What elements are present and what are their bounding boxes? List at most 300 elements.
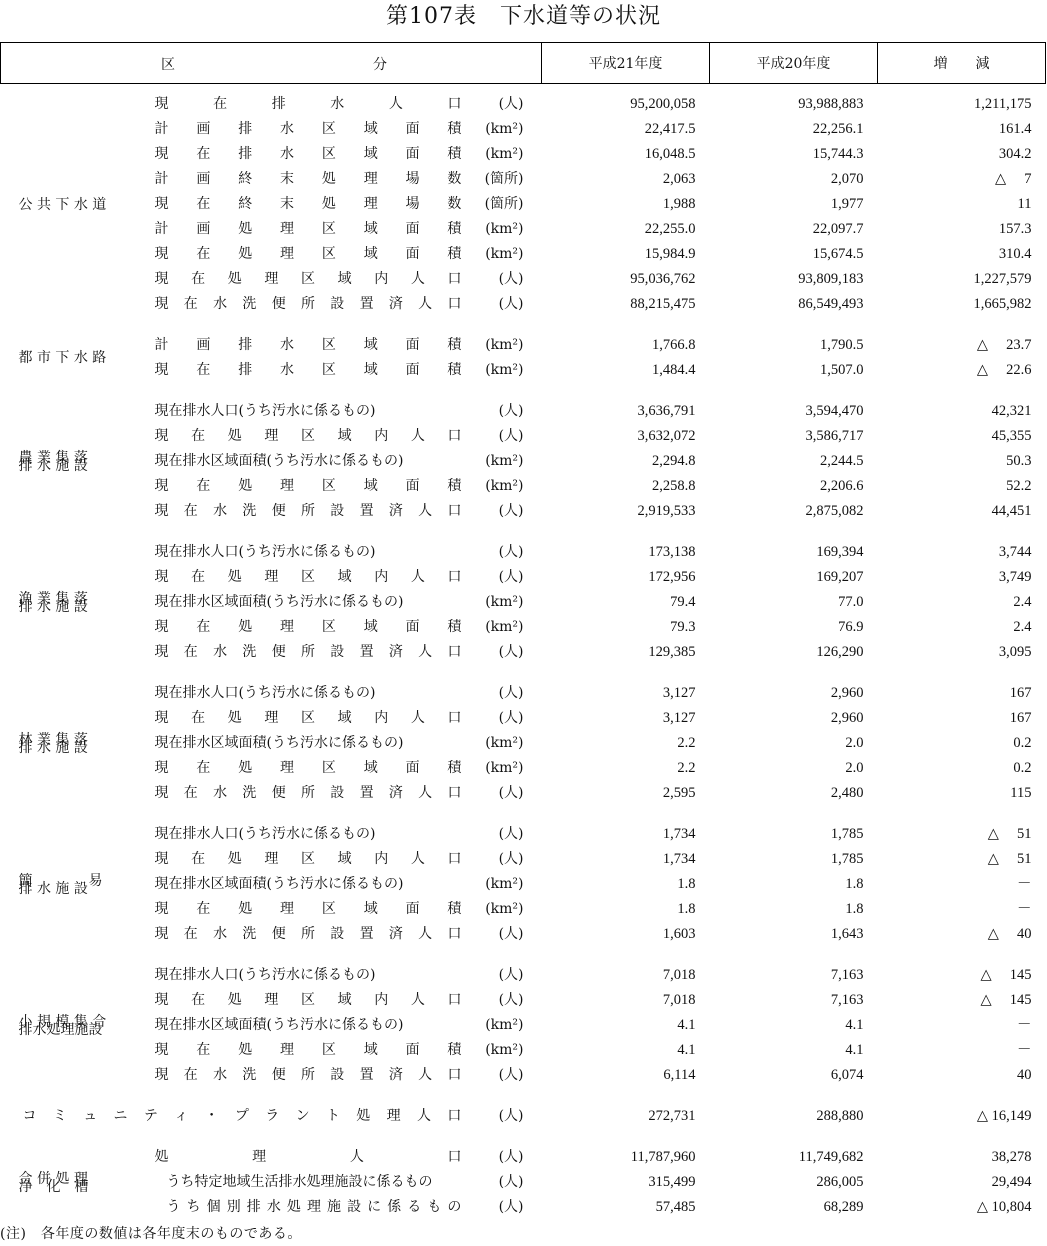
row-unit: (km²) <box>485 1042 524 1058</box>
row-label <box>155 1145 462 1170</box>
item-cell <box>137 847 542 872</box>
row-unit: (km²) <box>485 594 524 610</box>
item-cell <box>137 615 542 640</box>
label-char: 水 <box>213 296 228 312</box>
value-h21: 1,734 <box>662 826 696 842</box>
label-char: 域 <box>337 271 352 287</box>
label-char: 排 <box>271 96 286 112</box>
label-char: 現 <box>154 246 169 262</box>
table-row <box>1 399 1046 424</box>
header-diff: 増 減 <box>878 43 1046 84</box>
value-h21: 7,018 <box>662 992 696 1008</box>
row-label <box>155 217 462 242</box>
label-char: 現 <box>154 478 169 494</box>
item-cell <box>137 333 542 358</box>
label-char: 画 <box>196 221 211 237</box>
label-char: 在 <box>183 926 198 942</box>
value-diff: 45,355 <box>991 428 1032 444</box>
label-char: 域 <box>363 760 378 776</box>
table-row <box>1 756 1046 781</box>
value-diff: 3,749 <box>998 569 1032 585</box>
item-cell <box>137 781 542 806</box>
label-char: 数 <box>447 196 462 212</box>
label-char: 水 <box>213 1067 228 1083</box>
label-char: 水 <box>213 503 228 519</box>
label-char: 域 <box>337 851 352 867</box>
label-char: 計 <box>154 221 169 237</box>
label-char: 処 <box>227 710 242 726</box>
item-cell <box>137 217 542 242</box>
row-label <box>155 640 462 665</box>
value-diff: △ 22.6 <box>976 362 1032 378</box>
row-label <box>155 292 462 317</box>
label-char: 区 <box>301 992 315 1008</box>
label-char: 画 <box>196 337 211 353</box>
item-cell <box>137 988 542 1013</box>
row-unit: (km²) <box>485 121 524 137</box>
row-unit: (km²) <box>485 1017 524 1033</box>
label-char: 現 <box>154 146 169 162</box>
label-char: 済 <box>388 1067 403 1083</box>
label-char: 口 <box>447 1149 462 1165</box>
value-h20: 2.0 <box>845 760 864 776</box>
label-char: 口 <box>447 851 462 867</box>
value-h20: 1,977 <box>830 196 864 212</box>
table-row <box>1 847 1046 872</box>
label-char: 在 <box>183 785 198 801</box>
label-char: 水 <box>280 362 295 378</box>
value-h21: 3,636,791 <box>637 403 696 419</box>
value-h20: 4.1 <box>845 1042 864 1058</box>
label-char: 水 <box>280 121 295 137</box>
label-char: 処 <box>227 271 242 287</box>
value-h20: 68,289 <box>823 1199 864 1215</box>
label-char: 便 <box>271 503 286 519</box>
label-char: 域 <box>363 337 378 353</box>
label-char: 面 <box>405 1042 420 1058</box>
label-char: の <box>447 1199 462 1215</box>
item-cell <box>137 92 542 117</box>
row-label <box>155 756 462 781</box>
label-char: 置 <box>359 1067 374 1083</box>
value-h20: 77.0 <box>838 594 864 610</box>
label-char: 処 <box>238 221 253 237</box>
label-char: 現 <box>154 296 169 312</box>
table-row <box>1 242 1046 267</box>
item-cell <box>137 1013 542 1038</box>
value-h21: 1,734 <box>662 851 696 867</box>
label-char: 理 <box>280 901 295 917</box>
row-unit: (人) <box>498 1067 524 1083</box>
label-char: 理 <box>264 569 279 585</box>
item-cell <box>137 822 542 847</box>
label-char: 設 <box>330 503 345 519</box>
label-char: 理 <box>280 246 295 262</box>
value-diff: － <box>1017 876 1032 892</box>
label-char: 排 <box>246 1199 261 1215</box>
table-row <box>1 117 1046 142</box>
label-char: 理 <box>280 221 295 237</box>
table-row <box>1 1038 1046 1063</box>
value-h20: 288,880 <box>816 1108 864 1124</box>
value-h21: 272,731 <box>648 1108 696 1124</box>
label-char: 処 <box>154 1149 169 1165</box>
value-h20: 2,960 <box>830 710 864 726</box>
label-char: 処 <box>238 246 253 262</box>
value-h21: 173,138 <box>648 544 696 560</box>
row-unit: (km²) <box>485 146 524 162</box>
header-kubun-b: 分 <box>373 57 387 73</box>
value-diff: 0.2 <box>1013 735 1032 751</box>
value-diff: 38,278 <box>991 1149 1032 1165</box>
group-pad <box>1 1088 1046 1096</box>
category-cell: 公 共 下 水 道 <box>18 196 107 213</box>
header-h21: 平成21年度 <box>542 43 710 84</box>
label-char: 排 <box>238 337 253 353</box>
label-char: 処 <box>227 569 242 585</box>
label-char: 理 <box>252 1149 267 1165</box>
row-label: うち特定地域生活排水処理施設に係るもの <box>166 1174 433 1190</box>
value-h20: 1,507.0 <box>820 362 864 378</box>
label-char: 現 <box>154 271 169 287</box>
label-char: 積 <box>447 619 462 635</box>
label-char: 口 <box>447 96 462 112</box>
table-row <box>1 474 1046 499</box>
label-char: 水 <box>266 1199 281 1215</box>
label-char: 在 <box>191 710 206 726</box>
label-char: 在 <box>213 96 228 112</box>
label-char: 在 <box>191 851 206 867</box>
sewerage-table <box>0 42 1046 1228</box>
label-char: 末 <box>280 196 295 212</box>
row-unit: (箇所) <box>484 196 524 212</box>
label-char: 水 <box>280 146 295 162</box>
row-unit: (人) <box>498 992 524 1008</box>
value-diff: 157.3 <box>998 221 1032 237</box>
value-h21: 88,215,475 <box>630 296 696 312</box>
label-char: 在 <box>196 246 211 262</box>
label-char: 設 <box>330 644 345 660</box>
label-char: ち <box>186 1199 201 1215</box>
row-unit: (km²) <box>485 221 524 237</box>
value-h20: 1,785 <box>830 851 864 867</box>
value-h20: 2,206.6 <box>820 478 864 494</box>
value-h20: 1.8 <box>845 876 864 892</box>
table-row <box>1 897 1046 922</box>
label-char: 数 <box>447 171 462 187</box>
label-char: 理 <box>363 171 378 187</box>
value-h21: 57,485 <box>655 1199 696 1215</box>
label-char: 口 <box>447 271 462 287</box>
value-h21: 2,919,533 <box>637 503 696 519</box>
label-char: 計 <box>154 171 169 187</box>
row-label <box>155 615 462 640</box>
value-h20: 11,749,682 <box>798 1149 864 1165</box>
row-unit: (人) <box>498 1174 524 1190</box>
table-row <box>1 1195 1046 1220</box>
label-char: 末 <box>280 171 295 187</box>
label-char: 積 <box>447 246 462 262</box>
label-char: 域 <box>337 710 352 726</box>
value-h20: 2.0 <box>845 735 864 751</box>
row-unit: (人) <box>498 926 524 942</box>
value-h21: 11,787,960 <box>630 1149 696 1165</box>
label-char: 内 <box>374 428 389 444</box>
label-char: 施 <box>327 1199 341 1215</box>
label-char: 現 <box>154 503 169 519</box>
group-pad <box>1 665 1046 673</box>
label-char: 処 <box>227 428 242 444</box>
label-char: 理 <box>264 271 279 287</box>
value-h20: 2,070 <box>830 171 864 187</box>
value-h21: 3,632,072 <box>637 428 696 444</box>
label-char: 面 <box>405 901 420 917</box>
label-char: 設 <box>330 785 345 801</box>
row-unit: (人) <box>498 503 524 519</box>
label-char: 在 <box>183 644 198 660</box>
label-char: 人 <box>418 296 433 312</box>
row-unit: (km²) <box>485 478 524 494</box>
value-diff: 0.2 <box>1013 760 1032 776</box>
item-cell <box>137 424 542 449</box>
value-diff: 52.2 <box>1006 478 1032 494</box>
row-label: 現在排水区域面積(うち汚水に係るもの) <box>154 1017 404 1033</box>
label-char: 面 <box>405 246 420 262</box>
label-char: 人 <box>410 710 425 726</box>
value-h20: 4.1 <box>845 1017 864 1033</box>
item-cell <box>137 1063 542 1088</box>
value-diff: 44,451 <box>991 503 1032 519</box>
row-label <box>155 333 462 358</box>
table-row <box>1 565 1046 590</box>
label-char: 洗 <box>242 503 257 519</box>
value-h21: 16,048.5 <box>644 146 696 162</box>
value-h21: 22,417.5 <box>644 121 696 137</box>
row-unit: (km²) <box>485 246 524 262</box>
label-char: 区 <box>321 246 336 262</box>
item-cell <box>137 267 542 292</box>
row-label: 現在排水区域面積(うち汚水に係るもの) <box>154 876 404 892</box>
row-label <box>155 988 462 1013</box>
label-char: 口 <box>447 503 462 519</box>
label-char: 在 <box>191 428 206 444</box>
label-char: 区 <box>321 337 336 353</box>
label-char: 現 <box>154 1067 169 1083</box>
row-unit: (km²) <box>485 453 524 469</box>
label-char: 域 <box>363 619 378 635</box>
label-char: 域 <box>363 246 378 262</box>
row-unit: (人) <box>498 851 524 867</box>
group-pad <box>1 806 1046 814</box>
row-unit: (km²) <box>485 901 524 917</box>
value-h20: 286,005 <box>816 1174 864 1190</box>
row-label <box>155 897 462 922</box>
item-cell <box>137 640 542 665</box>
label-char: 人 <box>418 1067 433 1083</box>
label-char: 区 <box>321 221 336 237</box>
header-row <box>1 43 1046 84</box>
label-char: 置 <box>359 296 374 312</box>
label-char: 面 <box>405 478 420 494</box>
value-h21: 1.8 <box>677 901 696 917</box>
value-diff: 2.4 <box>1013 594 1032 610</box>
row-label: 現在排水区域面積(うち汚水に係るもの) <box>154 594 404 610</box>
value-h20: 22,256.1 <box>812 121 864 137</box>
value-h21: 79.4 <box>670 594 696 610</box>
label-char: 現 <box>154 196 169 212</box>
label-char: 人 <box>418 785 433 801</box>
value-diff: △ 7 <box>994 171 1032 187</box>
row-unit: (人) <box>498 1149 524 1165</box>
table-row <box>1 988 1046 1013</box>
label-char: 排 <box>238 146 253 162</box>
label-char: 人 <box>410 851 425 867</box>
label-char: 理 <box>264 428 279 444</box>
label-char: 人 <box>418 644 433 660</box>
label-char: 面 <box>405 362 420 378</box>
group-pad <box>1 1137 1046 1145</box>
row-unit: (人) <box>498 710 524 726</box>
item-cell <box>137 756 542 781</box>
group-pad <box>1 524 1046 532</box>
value-diff: 3,095 <box>998 644 1032 660</box>
row-unit: (km²) <box>485 619 524 635</box>
row-label <box>155 847 462 872</box>
label-char: う <box>166 1199 181 1215</box>
label-char: 終 <box>238 196 253 212</box>
row-label <box>155 706 462 731</box>
label-char: 洗 <box>242 644 257 660</box>
value-diff: 161.4 <box>998 121 1032 137</box>
label-char: 設 <box>330 1067 345 1083</box>
value-diff: 29,494 <box>991 1174 1032 1190</box>
value-diff: △ 10,804 <box>976 1199 1032 1215</box>
group-pad <box>1 391 1046 399</box>
value-h20: 2,480 <box>830 785 864 801</box>
item-cell <box>137 399 542 424</box>
table-row <box>1 706 1046 731</box>
group-pad <box>1 325 1046 333</box>
label-char: 処 <box>238 478 253 494</box>
value-diff: － <box>1017 901 1032 917</box>
label-char: 口 <box>447 926 462 942</box>
label-char: 置 <box>359 785 374 801</box>
label-char: 洗 <box>242 1067 257 1083</box>
label-char: 面 <box>405 337 420 353</box>
label-char: 水 <box>280 337 295 353</box>
item-cell <box>137 117 542 142</box>
group-pad <box>1 673 1046 681</box>
value-h20: 2,244.5 <box>820 453 864 469</box>
row-unit: (人) <box>498 403 524 419</box>
label-char: 済 <box>388 644 403 660</box>
value-h21: 7,018 <box>662 967 696 983</box>
row-label <box>155 781 462 806</box>
community-row <box>1 1104 1046 1129</box>
value-diff: 2.4 <box>1013 619 1032 635</box>
value-h20: 2,875,082 <box>805 503 864 519</box>
label-char: 便 <box>271 785 286 801</box>
table-row <box>1 615 1046 640</box>
row-unit: (人) <box>498 544 524 560</box>
label-char: 域 <box>363 121 378 137</box>
category-cell: 林 業 集 落 排 水 施 設 <box>18 731 88 756</box>
row-unit: (人) <box>498 428 524 444</box>
item-cell <box>137 167 542 192</box>
table-row <box>1 217 1046 242</box>
label-char: 積 <box>447 121 462 137</box>
category-cell: 農 業 集 落 排 水 施 設 <box>18 449 88 474</box>
label-char: 区 <box>301 710 315 726</box>
label-char: 口 <box>447 992 462 1008</box>
row-label <box>155 92 462 117</box>
label-char: 積 <box>447 760 462 776</box>
item-cell <box>137 1195 542 1220</box>
row-unit: (人) <box>498 271 524 287</box>
label-char: 現 <box>154 901 169 917</box>
value-h20: 126,290 <box>816 644 864 660</box>
value-diff: － <box>1017 1017 1032 1033</box>
label-char: 現 <box>154 926 169 942</box>
label-char: 現 <box>154 619 169 635</box>
item-cell <box>137 1145 542 1170</box>
category-cell: 簡 易 排 水 施 設 <box>18 872 103 897</box>
item-cell <box>137 897 542 922</box>
label-char: 面 <box>405 619 420 635</box>
value-diff: 1,211,175 <box>974 96 1032 112</box>
value-h21: 95,036,762 <box>630 271 696 287</box>
table-row <box>1 963 1046 988</box>
value-h21: 2,258.8 <box>652 478 696 494</box>
table-row <box>1 822 1046 847</box>
label-char: 区 <box>321 121 336 137</box>
label-char: 水 <box>213 785 228 801</box>
row-label: 現在排水人口(うち汚水に係るもの) <box>154 403 376 419</box>
value-h20: 2,960 <box>830 685 864 701</box>
label-char: 区 <box>321 1042 336 1058</box>
label-char: 係 <box>387 1199 402 1215</box>
label-char: 人 <box>418 926 433 942</box>
table-row <box>1 292 1046 317</box>
label-char: 処 <box>321 171 336 187</box>
row-unit: (km²) <box>485 362 524 378</box>
label-char: 理 <box>363 196 378 212</box>
value-h20: 86,549,493 <box>798 296 864 312</box>
label-char: 置 <box>359 926 374 942</box>
row-label: コ ミ ュ ニ テ ィ ・ プ ラ ン ト 処 理 人 口 <box>22 1108 462 1124</box>
label-char: 設 <box>330 926 345 942</box>
label-char: 所 <box>300 1067 315 1083</box>
row-unit: (人) <box>498 967 524 983</box>
row-label <box>155 424 462 449</box>
label-char: 在 <box>191 569 206 585</box>
label-char: 在 <box>196 619 211 635</box>
value-h20: 3,586,717 <box>805 428 864 444</box>
label-char: 現 <box>154 760 169 776</box>
label-char: 内 <box>374 569 389 585</box>
label-char: 処 <box>238 619 253 635</box>
label-char: 計 <box>154 337 169 353</box>
value-diff: 3,744 <box>998 544 1032 560</box>
row-unit: (人) <box>498 785 524 801</box>
label-char: 理 <box>280 760 295 776</box>
label-char: 在 <box>196 362 211 378</box>
community-label-cell <box>1 1104 542 1129</box>
label-char: 域 <box>363 478 378 494</box>
value-h20: 169,394 <box>816 544 864 560</box>
group-pad <box>1 383 1046 391</box>
label-char: 域 <box>337 569 352 585</box>
